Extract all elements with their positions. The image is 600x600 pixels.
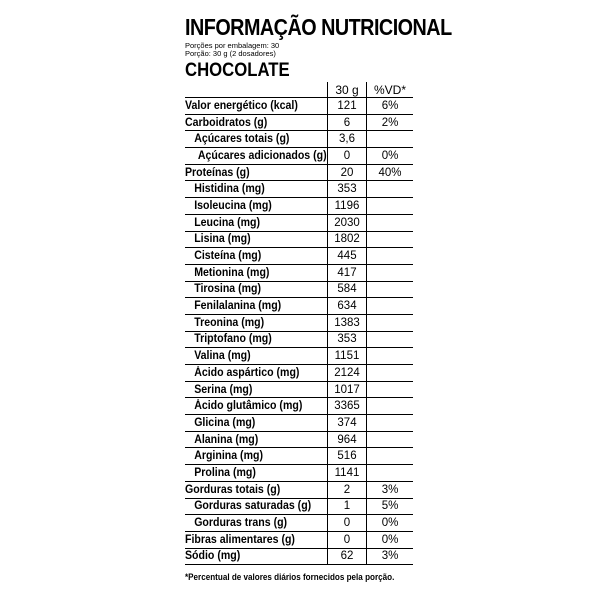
nutrient-dv: 3% — [367, 481, 414, 498]
nutrient-name: Valor energético (kcal) — [185, 99, 298, 112]
nutrient-name-cell — [185, 431, 328, 448]
nutrient-amount: 6 — [328, 114, 367, 131]
nutrient-dv — [367, 214, 414, 231]
nutrient-name: Leucina (mg) — [194, 216, 261, 229]
nutrient-name-cell — [185, 264, 328, 281]
nutrient-name: Glicina (mg) — [194, 416, 256, 429]
table-row — [185, 264, 413, 281]
nutrient-name: Lisina (mg) — [194, 233, 251, 246]
header-amount-cell: 30 g — [328, 82, 367, 98]
nutrient-name-cell — [185, 281, 328, 298]
header-name-cell — [185, 82, 328, 98]
nutrient-dv — [367, 181, 414, 198]
nutrient-name: Arginina (mg) — [194, 450, 263, 463]
nutrient-amount: 20 — [328, 164, 367, 181]
nutrient-name-cell — [185, 131, 328, 148]
nutrient-dv: 2% — [367, 114, 414, 131]
nutrient-dv: 40% — [367, 164, 414, 181]
nutrient-name: Triptofano (mg) — [194, 333, 272, 346]
nutrient-name-cell — [185, 465, 328, 482]
nutrient-amount: 2030 — [328, 214, 367, 231]
nutrient-dv — [367, 331, 414, 348]
nutrient-amount: 445 — [328, 248, 367, 265]
table-row — [185, 148, 413, 165]
nutrient-name: Histidina (mg) — [194, 183, 265, 196]
nutrient-dv — [367, 348, 414, 365]
nutrient-dv — [367, 281, 414, 298]
nutrient-amount: 2 — [328, 481, 367, 498]
nutrient-name-cell — [185, 548, 328, 565]
nutrient-amount: 2124 — [328, 365, 367, 382]
table-row — [185, 415, 413, 432]
table-row — [185, 515, 413, 532]
nutrient-amount: 1151 — [328, 348, 367, 365]
nutrient-dv — [367, 264, 414, 281]
nutrient-amount: 1141 — [328, 465, 367, 482]
nutrient-dv — [367, 298, 414, 315]
nutrient-amount: 3365 — [328, 398, 367, 415]
table-row — [185, 114, 413, 131]
nutrient-amount: 353 — [328, 331, 367, 348]
nutrient-amount: 584 — [328, 281, 367, 298]
nutrient-name-cell — [185, 348, 328, 365]
table-row — [185, 448, 413, 465]
nutrient-name-cell — [185, 248, 328, 265]
table-row — [185, 398, 413, 415]
serving-size: Porção: 30 g (2 dosadores) — [185, 49, 276, 58]
nutrient-amount: 0 — [328, 515, 367, 532]
nutrient-dv — [367, 198, 414, 215]
nutrient-name-cell — [185, 531, 328, 548]
nutrient-amount: 1 — [328, 498, 367, 515]
table-row — [185, 531, 413, 548]
table-row — [185, 348, 413, 365]
nutrient-name-cell — [185, 214, 328, 231]
nutrient-name-cell — [185, 481, 328, 498]
table-row — [185, 198, 413, 215]
table-row — [185, 164, 413, 181]
nutrition-table — [185, 82, 413, 565]
nutrient-name: Sódio (mg) — [185, 550, 241, 563]
nutrition-label — [185, 0, 452, 600]
nutrient-name: Metionina (mg) — [194, 266, 270, 279]
table-row — [185, 214, 413, 231]
nutrient-name: Cisteína (mg) — [194, 250, 262, 263]
nutrient-name: Açúcares adicionados (g) — [197, 149, 327, 162]
nutrient-name-cell — [185, 498, 328, 515]
nutrient-name: Fenilalanina (mg) — [194, 300, 282, 313]
nutrient-amount: 417 — [328, 264, 367, 281]
nutrient-amount: 1383 — [328, 314, 367, 331]
footnote: *Percentual de valores diários fornecidos pela porção. — [185, 572, 395, 582]
table-row — [185, 298, 413, 315]
nutrient-name: Alanina (mg) — [194, 433, 259, 446]
nutrient-dv — [367, 314, 414, 331]
nutrient-name: Prolina (mg) — [194, 466, 256, 479]
nutrient-name: Ácido glutâmico (mg) — [194, 400, 303, 413]
nutrient-amount: 1802 — [328, 231, 367, 248]
nutrient-name: Serina (mg) — [194, 383, 253, 396]
table-row — [185, 131, 413, 148]
nutrient-name: Valina (mg) — [194, 350, 251, 363]
nutrient-name: Açúcares totais (g) — [194, 133, 290, 146]
nutrient-dv — [367, 448, 414, 465]
nutrient-name-cell — [185, 448, 328, 465]
nutrient-dv — [367, 415, 414, 432]
nutrient-name: Carboidratos (g) — [185, 116, 268, 129]
nutrient-amount: 634 — [328, 298, 367, 315]
nutrient-name-cell — [185, 181, 328, 198]
table-row — [185, 431, 413, 448]
nutrient-name: Treonina (mg) — [194, 316, 265, 329]
table-row — [185, 98, 413, 115]
table-row — [185, 248, 413, 265]
nutrient-name: Gorduras saturadas (g) — [194, 500, 312, 513]
nutrient-name-cell — [185, 314, 328, 331]
nutrient-amount: 353 — [328, 181, 367, 198]
nutrient-name-cell — [185, 398, 328, 415]
nutrient-name: Gorduras trans (g) — [194, 517, 288, 530]
nutrient-name-cell — [185, 415, 328, 432]
table-row — [185, 381, 413, 398]
nutrient-amount: 374 — [328, 415, 367, 432]
table-row — [185, 181, 413, 198]
nutrient-amount: 516 — [328, 448, 367, 465]
nutrient-amount: 0 — [328, 148, 367, 165]
nutrient-name-cell — [185, 365, 328, 382]
table-row — [185, 281, 413, 298]
table-row — [185, 548, 413, 565]
nutrient-dv: 6% — [367, 98, 414, 115]
nutrient-name-cell — [185, 198, 328, 215]
nutrient-amount: 1017 — [328, 381, 367, 398]
table-row — [185, 365, 413, 382]
nutrient-dv — [367, 231, 414, 248]
table-row — [185, 314, 413, 331]
nutrient-name-cell — [185, 231, 328, 248]
nutrient-name-cell — [185, 515, 328, 532]
nutrient-name: Ácido aspártico (mg) — [194, 366, 300, 379]
nutrient-amount: 121 — [328, 98, 367, 115]
nutrient-name-cell — [185, 148, 328, 165]
flavor-name: CHOCOLATE — [185, 60, 290, 81]
nutrient-name-cell — [185, 114, 328, 131]
nutrient-name: Proteínas (g) — [185, 166, 250, 179]
nutrient-dv — [367, 398, 414, 415]
nutrient-name-cell — [185, 98, 328, 115]
table-row — [185, 231, 413, 248]
nutrient-name-cell — [185, 331, 328, 348]
header-dv-cell: %VD* — [367, 82, 414, 98]
table-row — [185, 465, 413, 482]
table-row — [185, 481, 413, 498]
nutrient-dv — [367, 431, 414, 448]
nutrient-dv — [367, 365, 414, 382]
table-row — [185, 331, 413, 348]
nutrient-amount: 0 — [328, 531, 367, 548]
nutrient-name-cell — [185, 298, 328, 315]
nutrient-dv — [367, 381, 414, 398]
nutrient-amount: 62 — [328, 548, 367, 565]
nutrient-name: Gorduras totais (g) — [185, 483, 281, 496]
nutrient-dv: 5% — [367, 498, 414, 515]
nutrient-name: Tirosina (mg) — [194, 283, 262, 296]
nutrient-dv: 0% — [367, 531, 414, 548]
nutrient-dv: 0% — [367, 148, 414, 165]
nutrient-name: Fibras alimentares (g) — [185, 533, 295, 546]
nutrient-amount: 964 — [328, 431, 367, 448]
nutrient-dv — [367, 465, 414, 482]
servings-per-package: Porções por embalagem: 30 — [185, 41, 280, 50]
nutrient-dv: 3% — [367, 548, 414, 565]
label-title: INFORMAÇÃO NUTRICIONAL — [185, 14, 452, 40]
nutrient-amount: 3,6 — [328, 131, 367, 148]
nutrient-name-cell — [185, 381, 328, 398]
table-header-row — [185, 82, 413, 98]
table-row — [185, 498, 413, 515]
nutrient-amount: 1196 — [328, 198, 367, 215]
nutrient-dv — [367, 131, 414, 148]
nutrient-name-cell — [185, 164, 328, 181]
nutrient-dv — [367, 248, 414, 265]
nutrient-name: Isoleucina (mg) — [194, 199, 272, 212]
nutrient-dv: 0% — [367, 515, 414, 532]
